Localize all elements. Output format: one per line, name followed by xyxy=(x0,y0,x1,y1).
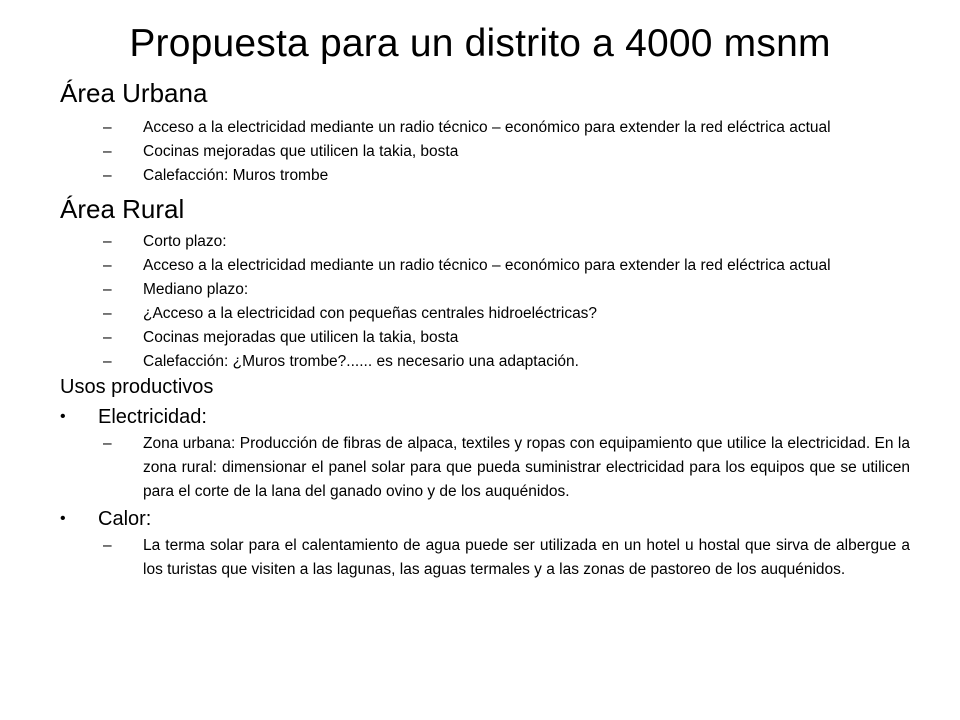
dash-marker: – xyxy=(103,305,112,322)
list-item: – Calefacción: Muros trombe xyxy=(60,164,910,188)
dash-marker: – xyxy=(103,353,112,370)
list-item: – La terma solar para el calentamiento de agua puede ser utilizada en un hotel u hostal que sirva de albergue a los turistas que visiten a las lagunas, las aguas termales y a las zonas de pastoreo de los auquénidos. xyxy=(60,534,910,582)
dash-marker: – xyxy=(103,233,112,250)
slide-body xyxy=(60,76,910,582)
list-item: – Cocinas mejoradas que utilicen la takia, bosta xyxy=(60,326,910,350)
list-item: – Calefacción: ¿Muros trombe?...... es necesario una adaptación. xyxy=(60,350,910,374)
bullet-marker: • xyxy=(60,510,66,527)
bullet-electricidad: • Electricidad: xyxy=(60,402,910,432)
slide-title: Propuesta para un distrito a 4000 msnm xyxy=(129,22,831,65)
dash-marker: – xyxy=(103,167,112,184)
dash-marker: – xyxy=(103,119,112,136)
dash-marker: – xyxy=(103,329,112,346)
list-item: – Zona urbana: Producción de fibras de alpaca, textiles y ropas con equipamiento que utilice la electricidad. En la zona rural: dimensionar el panel solar para que pueda suministrar electricidad para los equipos que se utilicen para el corte de la lana del ganado ovino y de los auquénidos. xyxy=(60,432,910,504)
dash-marker: – xyxy=(103,257,112,274)
dash-marker: – xyxy=(103,435,112,452)
dash-marker: – xyxy=(103,537,112,554)
list-item: – ¿Acceso a la electricidad con pequeñas centrales hidroeléctricas? xyxy=(60,302,910,326)
list-item: – Corto plazo: xyxy=(60,230,910,254)
heading-area-rural: Área Rural xyxy=(60,194,185,224)
list-item: – Acceso a la electricidad mediante un radio técnico – económico para extender la red eléctrica actual xyxy=(60,116,910,140)
heading-area-urbana: Área Urbana xyxy=(60,78,208,108)
heading-usos-productivos: Usos productivos xyxy=(60,376,214,398)
dash-marker: – xyxy=(103,143,112,160)
bullet-marker: • xyxy=(60,408,66,425)
bullet-calor: • Calor: xyxy=(60,504,910,534)
dash-marker: – xyxy=(103,281,112,298)
list-item: – Acceso a la electricidad mediante un radio técnico – económico para extender la red eléctrica actual xyxy=(60,254,910,278)
list-item: – Cocinas mejoradas que utilicen la takia, bosta xyxy=(60,140,910,164)
list-item: – Mediano plazo: xyxy=(60,278,910,302)
